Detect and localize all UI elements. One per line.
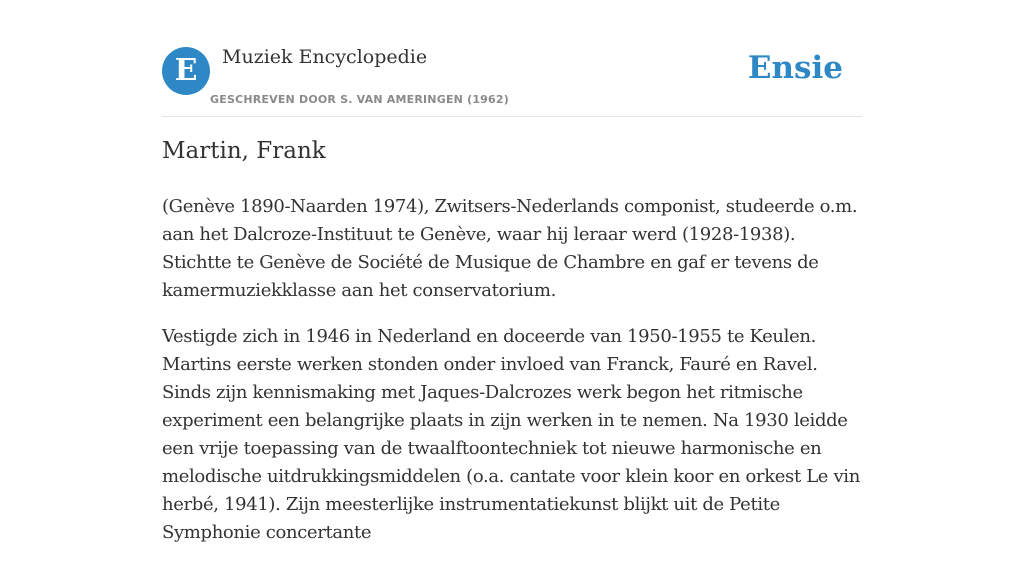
encyclopedia-name-link[interactable]: Muziek Encyclopedie xyxy=(222,46,428,68)
author-byline: GESCHREVEN DOOR S. VAN AMERINGEN (1962) xyxy=(210,93,509,106)
ensie-brand-logo[interactable]: Ensie xyxy=(747,50,843,86)
article-paragraph: (Genève 1890-Naarden 1974), Zwitsers-Nederlands componist, studeerde o.m. aan het Dalcroze-Instituut te Genève, waar hij leraar werd (1928-1938). Stichtte te Genève de Société de Musique de Chambre en gaf er tevens de kamermuziekklasse aan het conservatorium. xyxy=(162,196,858,301)
site-header xyxy=(162,42,862,117)
encyclopedia-logo-icon[interactable]: E xyxy=(162,47,210,95)
article-body xyxy=(162,193,864,565)
article-title: Martin, Frank xyxy=(162,138,326,164)
article-paragraph: Vestigde zich in 1946 in Nederland en doceerde van 1950-1955 te Keulen. Martins eerste werken stonden onder invloed van Franck, Fauré en Ravel. Sinds zijn kennismaking met Jaques-Dalcrozes werk begon het ritmische experiment een belangrijke plaats in zijn werken in te nemen. Na 1930 leidde een vrije toepassing van de twaalftoontechniek tot nieuwe harmonische en melodische uitdrukkingsmiddelen (o.a. cantate voor klein koor en orkest Le vin herbé, 1941). Zijn meesterlijke instrumentatiekunst blijkt uit de Petite Symphonie concertante xyxy=(162,326,860,543)
